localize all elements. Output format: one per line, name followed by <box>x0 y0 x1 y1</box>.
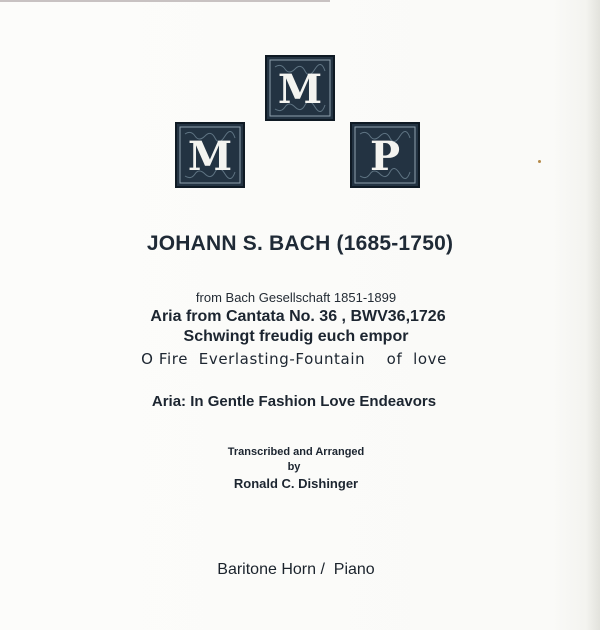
german-subtitle: Schwingt freudig euch empor <box>183 328 409 345</box>
publisher-logo-m-left <box>175 122 245 188</box>
composer-heading: JOHANN S. BACH (1685-1750) <box>146 232 454 255</box>
instrumentation: Baritone Horn / Piano <box>217 561 375 578</box>
english-subtitle: O Fire Everlasting-Fountain of love <box>141 350 447 368</box>
credit-transcribed: Transcribed and Arranged <box>227 446 365 458</box>
aria-title: Aria from Cantata No. 36 , BWV36,1726 <box>150 308 446 325</box>
svg-text:M: M <box>187 133 233 180</box>
source-edition: from Bach Gesellschaft 1851-1899 <box>195 290 397 305</box>
ornamental-letter-icon <box>267 57 333 119</box>
ornamental-letter-icon <box>352 124 418 186</box>
publisher-logo-p-right <box>350 122 420 188</box>
svg-text:M: M <box>277 66 323 113</box>
publisher-logo-m-top <box>265 55 335 121</box>
credit-by: by <box>287 461 301 473</box>
top-edge-rule <box>0 0 330 2</box>
english-aria-title: Aria: In Gentle Fashion Love Endeavors <box>151 393 437 410</box>
paper-speck <box>538 160 541 163</box>
credit-arranger-name: Ronald C. Dishinger <box>233 476 359 491</box>
svg-text:P: P <box>369 133 401 180</box>
ornamental-letter-icon <box>177 124 243 186</box>
